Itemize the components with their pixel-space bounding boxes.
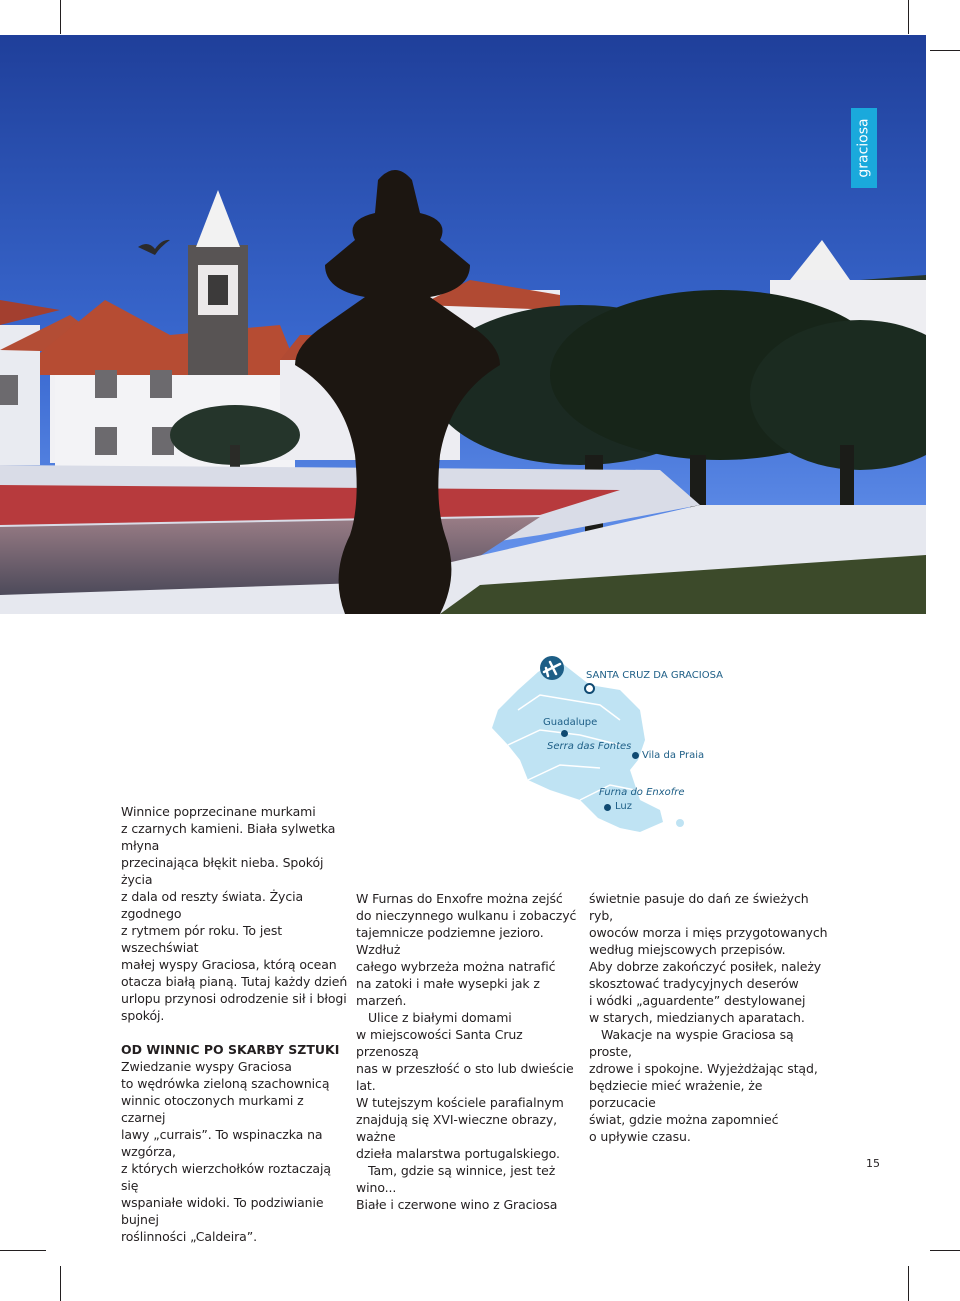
paragraph (589, 890, 829, 1026)
text-line: W Furnas do Enxofre można zejść (356, 891, 563, 906)
side-tab (851, 108, 877, 188)
map-label-serra-das-fontes: Serra das Fontes (547, 741, 632, 752)
text-line: przecinająca błękit nieba. Spokój życia (121, 855, 324, 887)
text-line: skosztować tradycyjnych deserów (589, 976, 799, 991)
crop-mark (930, 1250, 960, 1251)
text-line: świetnie pasuje do dań ze świeżych ryb, (589, 891, 809, 923)
side-tab-label: graciosa (856, 118, 872, 178)
text-line: tajemnicze podziemne jezioro. Wzdłuż (356, 925, 544, 957)
map-marker-guadalupe (561, 730, 568, 737)
text-line: w miejscowości Santa Cruz przenoszą (356, 1027, 523, 1059)
text-line: Białe i czerwone wino z Graciosa (356, 1197, 558, 1212)
text-line: z których wierzchołków roztaczają się (121, 1161, 331, 1193)
text-column-1 (121, 803, 351, 1245)
text-line: owoców morza i mięs przygotowanych (589, 925, 828, 940)
text-line: W tutejszym kościele parafialnym (356, 1095, 564, 1110)
text-line: o upływie czasu. (589, 1129, 691, 1144)
text-line: Wakacje na wyspie Graciosa są proste, (589, 1027, 794, 1059)
page-number: 15 (866, 1157, 880, 1170)
body-paragraph (121, 1058, 351, 1245)
text-line: w starych, miedzianych aparatach. (589, 1010, 805, 1025)
text-line: Tam, gdzie są winnice, jest też wino... (356, 1163, 556, 1195)
text-line: Winnice poprzecinane murkami (121, 804, 316, 819)
text-line: według miejscowych przepisów. (589, 942, 786, 957)
crop-mark (930, 50, 960, 51)
text-line: dzieła malarstwa portugalskiego. (356, 1146, 560, 1161)
map-marker-vila-da-praia (632, 752, 639, 759)
paragraph (356, 890, 581, 1009)
paragraph (356, 1162, 581, 1213)
text-line: na zatoki i małe wysepki jak z marzeń. (356, 976, 540, 1008)
text-line: zdrowe i spokojne. Wyjeżdżając stąd, (589, 1061, 818, 1076)
text-line: małej wyspy Graciosa, którą ocean (121, 957, 337, 972)
text-line: spokój. (121, 1008, 165, 1023)
text-column-2 (356, 890, 581, 1213)
airplane-icon (540, 656, 564, 680)
text-line: urlopu przynosi odrodzenie sił i błogi (121, 991, 347, 1006)
map-marker-luz (604, 804, 611, 811)
text-line: otacza białą pianą. Tutaj każdy dzień (121, 974, 348, 989)
crop-mark (60, 0, 61, 34)
text-line: i wódki „aguardente” destylowanej (589, 993, 806, 1008)
text-line: roślinności „Caldeira”. (121, 1229, 257, 1244)
map-label-vila-da-praia: Vila da Praia (642, 750, 705, 761)
text-line: wspaniałe widoki. To podziwianie bujnej (121, 1195, 324, 1227)
paragraph (589, 1026, 829, 1145)
text-line: Aby dobrze zakończyć posiłek, należy (589, 959, 822, 974)
crop-mark (908, 1266, 909, 1301)
text-line: całego wybrzeża można natrafić (356, 959, 556, 974)
text-line: winnic otoczonych murkami z czarnej (121, 1093, 304, 1125)
map-label-furna-do-enxofre: Furna do Enxofre (599, 787, 685, 798)
crop-mark (0, 1250, 46, 1251)
intro-paragraph (121, 803, 351, 1024)
text-line: lawy „currais”. To wspinaczka na wzgórza, (121, 1127, 323, 1159)
text-line: świat, gdzie można zapomnieć (589, 1112, 779, 1127)
text-line: Ulice z białymi domami (368, 1010, 512, 1025)
text-line: nas w przeszłość o sto lub dwieście lat. (356, 1061, 574, 1093)
map-label-guadalupe: Guadalupe (543, 717, 598, 728)
text-line: z czarnych kamieni. Biała sylwetka młyna (121, 821, 336, 853)
map-label-luz: Luz (615, 801, 632, 812)
section-heading: OD WINNIC PO SKARBY SZTUKI (121, 1042, 340, 1057)
text-line: do nieczynnego wulkanu i zobaczyć (356, 908, 577, 923)
text-line: z dala od reszty świata. Życia zgodnego (121, 889, 304, 921)
text-line: znajdują się XVI-wieczne obrazy, ważne (356, 1112, 558, 1144)
text-line: z rytmem pór roku. To jest wszechświat (121, 923, 283, 955)
island-map (480, 650, 723, 850)
crop-mark (908, 0, 909, 34)
text-line: to wędrówka zieloną szachownicą (121, 1076, 330, 1091)
text-column-3 (589, 890, 829, 1145)
paragraph (356, 1009, 581, 1162)
text-line: będziecie mieć wrażenie, że porzucacie (589, 1078, 763, 1110)
text-line: Zwiedzanie wyspy Graciosa (121, 1059, 292, 1074)
hero-photo (0, 35, 926, 614)
map-label-santa-cruz: SANTA CRUZ DA GRACIOSA (586, 670, 723, 681)
map-marker-santa-cruz (584, 683, 595, 694)
crop-mark (60, 1266, 61, 1301)
